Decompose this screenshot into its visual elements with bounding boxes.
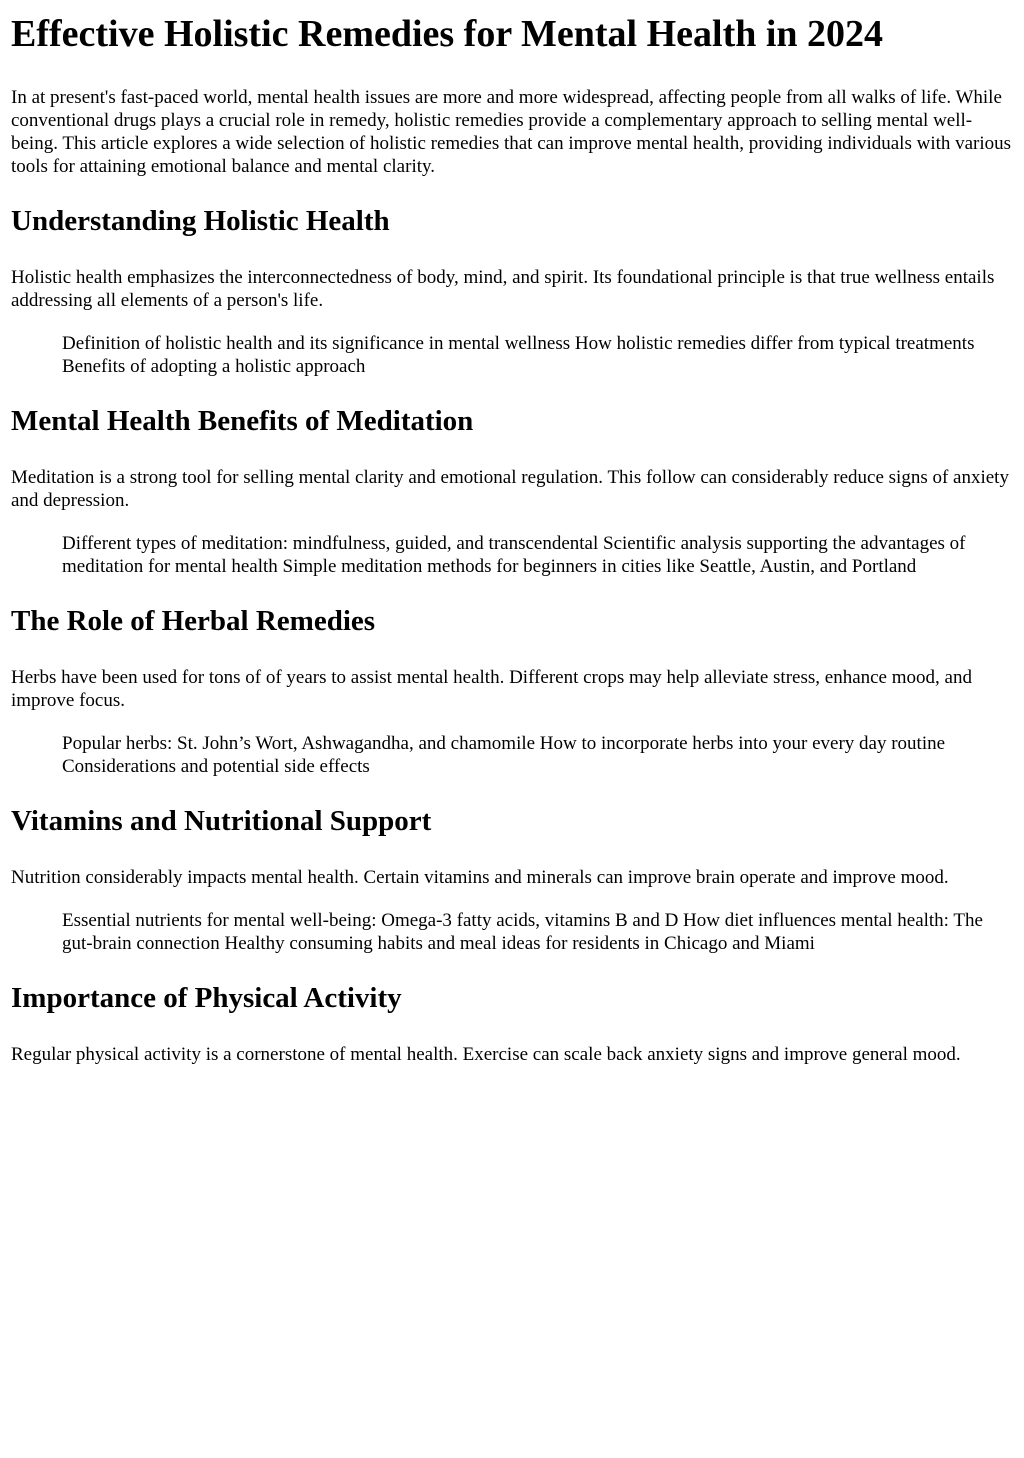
section-paragraph: Herbs have been used for tons of of years to assist mental health. Different crops may help alleviate stress, enhance mood, and improve focus. — [11, 667, 972, 711]
section-quote: Definition of holistic health and its significance in mental wellness How holistic remedies differ from typical treatments Benefits of adopting a holistic approach — [62, 333, 975, 377]
section-paragraph: Nutrition considerably impacts mental health. Certain vitamins and minerals can improve brain operate and improve mood. — [11, 867, 949, 888]
section-herbal-remedies — [11, 604, 1013, 778]
page-title: Effective Holistic Remedies for Mental Health in 2024 — [11, 13, 884, 55]
section-meditation — [11, 404, 1013, 578]
section-quote: Essential nutrients for mental well-being: Omega-3 fatty acids, vitamins B and D How diet influences mental health: The gut-brain connection Healthy consuming habits and meal ideas for residents in Chicago and Miami — [62, 910, 983, 954]
section-understanding-holistic-health — [11, 204, 1013, 378]
section-heading: Vitamins and Nutritional Support — [11, 805, 432, 837]
section-physical-activity — [11, 981, 1013, 1066]
section-paragraph: Meditation is a strong tool for selling mental clarity and emotional regulation. This follow can considerably reduce signs of anxiety and depression. — [11, 467, 1009, 511]
section-quote: Different types of meditation: mindfulness, guided, and transcendental Scientific analysis supporting the advantages of meditation for mental health Simple meditation methods for beginners in cities like Seattle, Austin, and Portland — [62, 533, 966, 577]
article — [0, 12, 1024, 1066]
section-vitamins-nutrition — [11, 804, 1013, 955]
section-paragraph: Regular physical activity is a cornerstone of mental health. Exercise can scale back anxiety signs and improve general mood. — [11, 1044, 961, 1065]
intro-paragraph: In at present's fast-paced world, mental health issues are more and more widespread, affecting people from all walks of life. While conventional drugs plays a crucial role in remedy, holistic remedies provide a complementary approach to selling mental well-being. This article explores a wide selection of holistic remedies that can improve mental health, providing individuals with various tools for attaining emotional balance and mental clarity. — [11, 87, 1012, 177]
section-heading: The Role of Herbal Remedies — [11, 605, 376, 637]
section-quote: Popular herbs: St. John’s Wort, Ashwagandha, and chamomile How to incorporate herbs into your every day routine Considerations and potential side effects — [62, 733, 946, 777]
section-heading: Understanding Holistic Health — [11, 205, 390, 237]
section-heading: Mental Health Benefits of Meditation — [11, 405, 474, 437]
section-heading: Importance of Physical Activity — [11, 982, 402, 1014]
section-paragraph: Holistic health emphasizes the interconnectedness of body, mind, and spirit. Its foundational principle is that true wellness entails addressing all elements of a person's life. — [11, 267, 995, 311]
